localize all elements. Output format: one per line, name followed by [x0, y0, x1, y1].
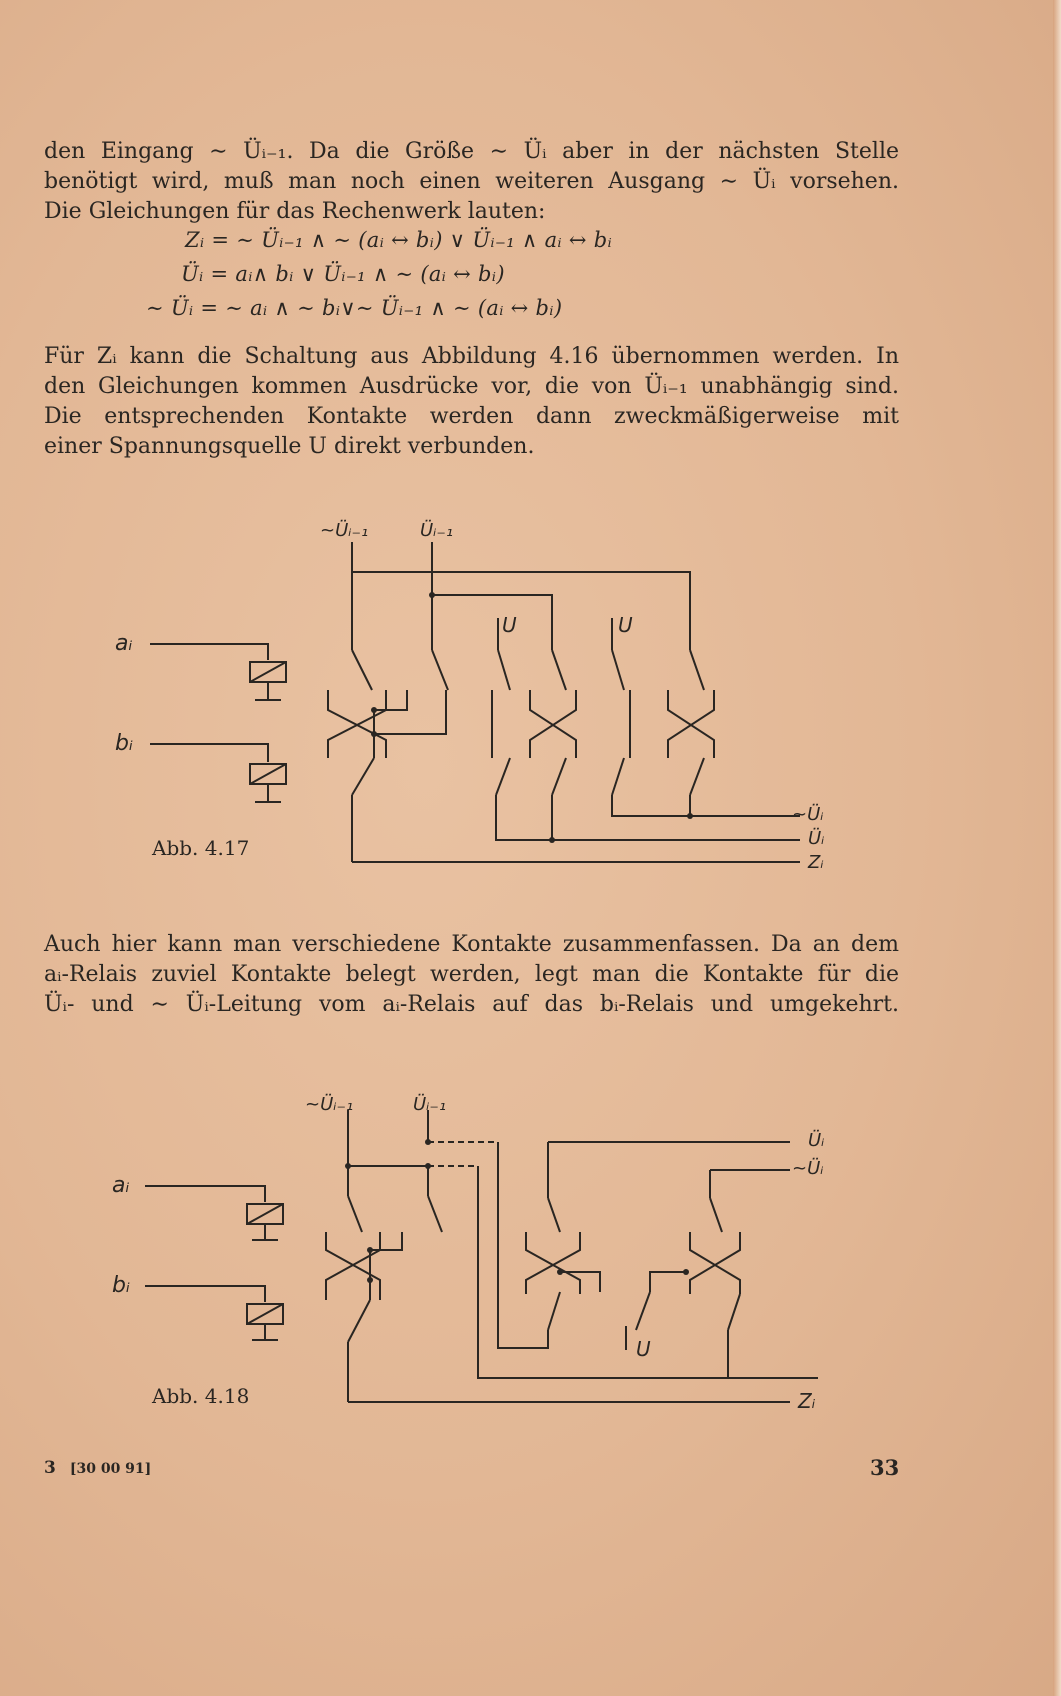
label-not-carry-in: ~Üᵢ₋₁	[305, 1094, 354, 1115]
text-line: aᵢ-Relais zuviel Kontakte belegt werden, legt man die Kontakte für die	[44, 962, 899, 987]
equation-not-carry: ∼ Üᵢ = ∼ aᵢ ∧ ∼ bᵢ∨∼ Üᵢ₋₁ ∧ ∼ (aᵢ ↔ bᵢ)	[146, 296, 563, 320]
paragraph-combine	[44, 930, 899, 1020]
text-line: Auch hier kann man verschiedene Kontakte zusammenfassen. Da an dem	[44, 932, 899, 957]
figure-4-17	[0, 500, 1061, 890]
paragraph-intro	[44, 137, 899, 227]
footer-signature	[44, 1458, 151, 1478]
label-carry-in: Üᵢ₋₁	[413, 1094, 447, 1115]
text-line: einer Spannungsquelle U direkt verbunden.	[44, 434, 535, 459]
text-line: benötigt wird, muß man noch einen weiteren Ausgang ∼ Üᵢ vorsehen.	[44, 169, 899, 194]
paragraph-explanation	[44, 342, 899, 462]
equation-sum: Zᵢ = ∼ Üᵢ₋₁ ∧ ∼ (aᵢ ↔ bᵢ) ∨ Üᵢ₋₁ ∧ aᵢ ↔ bᵢ	[185, 228, 613, 252]
figure-4-18	[0, 1080, 1061, 1420]
text-line: Die entsprechenden Kontakte werden dann zweckmäßigerweise mit	[44, 404, 899, 429]
label-not-carry-in: ~Üᵢ₋₁	[320, 520, 369, 541]
relay-circuit-diagram	[0, 500, 1061, 890]
equation-carry: Üᵢ = aᵢ∧ bᵢ ∨ Üᵢ₋₁ ∧ ∼ (aᵢ ↔ bᵢ)	[181, 262, 505, 286]
text-line: Die Gleichungen für das Rechenwerk lauten:	[44, 199, 546, 224]
figure-caption: Abb. 4.17	[152, 836, 250, 860]
print-code: [30 00 91]	[69, 1461, 152, 1477]
text-line: den Gleichungen kommen Ausdrücke vor, die von Üᵢ₋₁ unabhängig sind.	[44, 374, 899, 399]
label-source-u: U	[636, 1337, 651, 1361]
label-carry-in: Üᵢ₋₁	[420, 520, 454, 541]
label-out-sum: Zᵢ	[798, 1389, 816, 1413]
label-relay-b: bᵢ	[115, 731, 133, 756]
relay-circuit-diagram	[0, 1080, 1061, 1420]
figure-caption: Abb. 4.18	[152, 1384, 250, 1408]
label-relay-a: aᵢ	[112, 1173, 130, 1198]
label-out-carry: Üᵢ	[808, 828, 825, 849]
page-number: 33	[870, 1455, 900, 1480]
label-source-u: U	[618, 613, 633, 637]
label-out-carry: Üᵢ	[808, 1130, 825, 1151]
label-out-not-carry: ~Üᵢ	[792, 1158, 824, 1179]
text-line: den Eingang ∼ Üᵢ₋₁. Da die Größe ∼ Üᵢ aber in der nächsten Stelle	[44, 139, 899, 164]
label-out-not-carry: ~Üᵢ	[792, 804, 824, 825]
text-line: Für Zᵢ kann die Schaltung aus Abbildung 4.16 übernommen werden. In	[44, 344, 899, 369]
label-relay-a: aᵢ	[115, 631, 133, 656]
label-out-sum: Zᵢ	[808, 852, 824, 873]
label-relay-b: bᵢ	[112, 1273, 130, 1298]
text-line: Üᵢ- und ∼ Üᵢ-Leitung vom aᵢ-Relais auf das bᵢ-Relais und umgekehrt.	[44, 992, 899, 1017]
sheet-number: 3	[44, 1458, 56, 1478]
label-source-u: U	[502, 613, 517, 637]
